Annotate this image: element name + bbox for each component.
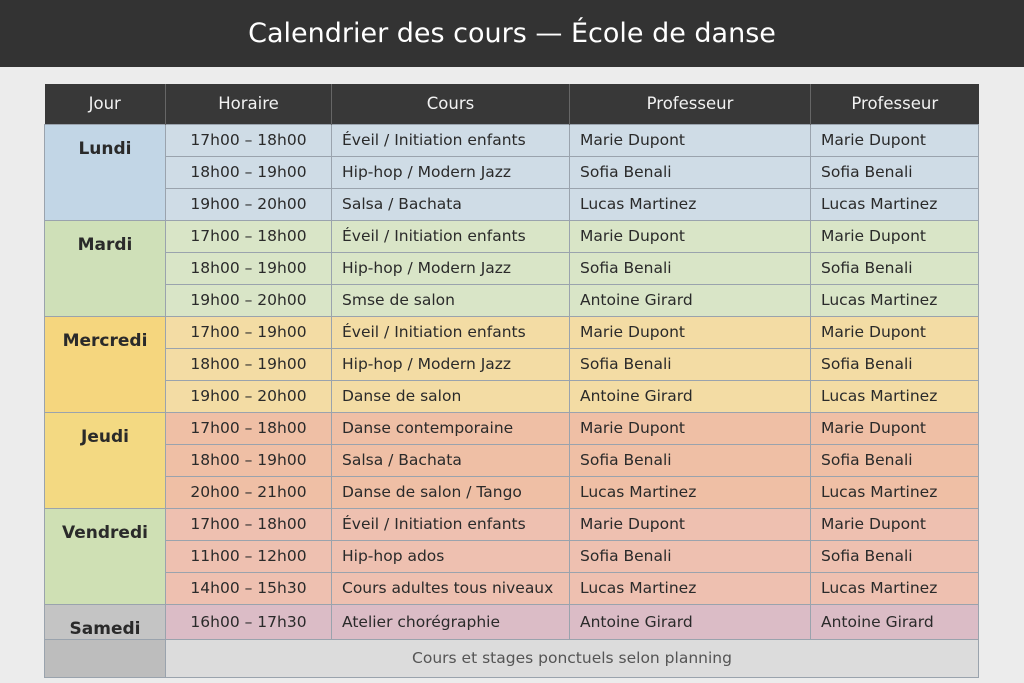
course-cell: Hip-hop / Modern Jazz — [332, 156, 570, 188]
day-cell: Samedi — [45, 604, 166, 639]
teacher-cell: Antoine Girard — [570, 604, 811, 639]
time-cell: 19h00 – 20h00 — [166, 188, 332, 220]
teacher-cell: Sofia Benali — [570, 348, 811, 380]
time-cell: 18h00 – 19h00 — [166, 156, 332, 188]
teacher-cell-2: Marie Dupont — [811, 220, 979, 252]
teacher-cell-2: Sofia Benali — [811, 444, 979, 476]
teacher-cell: Sofia Benali — [570, 540, 811, 572]
course-cell: Danse de salon / Tango — [332, 476, 570, 508]
col-header-horaire: Horaire — [166, 84, 332, 124]
time-cell: 18h00 – 19h00 — [166, 252, 332, 284]
time-cell: 20h00 – 21h00 — [166, 476, 332, 508]
footer-note: Cours et stages ponctuels selon planning — [166, 639, 979, 677]
table-row — [45, 156, 979, 188]
teacher-cell: Antoine Girard — [570, 380, 811, 412]
teacher-cell-2: Marie Dupont — [811, 508, 979, 540]
header-row — [45, 84, 979, 124]
schedule-sheet — [44, 84, 978, 678]
table-row — [45, 412, 979, 444]
teacher-cell: Marie Dupont — [570, 508, 811, 540]
teacher-cell: Lucas Martinez — [570, 476, 811, 508]
teacher-cell-2: Lucas Martinez — [811, 380, 979, 412]
course-cell: Atelier chorégraphie — [332, 604, 570, 639]
teacher-cell-2: Lucas Martinez — [811, 476, 979, 508]
teacher-cell: Marie Dupont — [570, 124, 811, 156]
teacher-cell-2: Marie Dupont — [811, 316, 979, 348]
day-cell: Vendredi — [45, 508, 166, 604]
teacher-cell-2: Lucas Martinez — [811, 284, 979, 316]
teacher-cell-2: Sofia Benali — [811, 252, 979, 284]
teacher-cell-2: Sofia Benali — [811, 348, 979, 380]
table-row — [45, 316, 979, 348]
time-cell: 19h00 – 20h00 — [166, 284, 332, 316]
teacher-cell-2: Lucas Martinez — [811, 572, 979, 604]
day-cell: Jeudi — [45, 412, 166, 508]
table-row — [45, 508, 979, 540]
col-header-professeur: Professeur — [570, 84, 811, 124]
time-cell: 17h00 – 18h00 — [166, 508, 332, 540]
course-cell: Danse de salon — [332, 380, 570, 412]
table-row — [45, 444, 979, 476]
teacher-cell-2: Marie Dupont — [811, 124, 979, 156]
table-row — [45, 220, 979, 252]
teacher-cell-2: Antoine Girard — [811, 604, 979, 639]
table-row — [45, 188, 979, 220]
teacher-cell: Marie Dupont — [570, 316, 811, 348]
table-row — [45, 540, 979, 572]
time-cell: 17h00 – 19h00 — [166, 316, 332, 348]
table-row — [45, 476, 979, 508]
teacher-cell-2: Sofia Benali — [811, 156, 979, 188]
day-cell: Mercredi — [45, 316, 166, 412]
table-row — [45, 284, 979, 316]
day-cell: Mardi — [45, 220, 166, 316]
teacher-cell: Marie Dupont — [570, 220, 811, 252]
teacher-cell: Marie Dupont — [570, 412, 811, 444]
time-cell: 17h00 – 18h00 — [166, 124, 332, 156]
col-header-professeur-2: Professeur — [811, 84, 979, 124]
teacher-cell: Lucas Martinez — [570, 188, 811, 220]
time-cell: 18h00 – 19h00 — [166, 348, 332, 380]
course-cell: Éveil / Initiation enfants — [332, 316, 570, 348]
time-cell: 17h00 – 18h00 — [166, 412, 332, 444]
day-cell: Lundi — [45, 124, 166, 220]
schedule-table — [44, 84, 979, 678]
teacher-cell: Lucas Martinez — [570, 572, 811, 604]
course-cell: Éveil / Initiation enfants — [332, 220, 570, 252]
teacher-cell-2: Marie Dupont — [811, 412, 979, 444]
table-row — [45, 604, 979, 639]
course-cell: Hip-hop ados — [332, 540, 570, 572]
teacher-cell: Sofia Benali — [570, 444, 811, 476]
page-title: Calendrier des cours — École de danse — [0, 0, 1024, 67]
teacher-cell: Sofia Benali — [570, 156, 811, 188]
time-cell: 16h00 – 17h30 — [166, 604, 332, 639]
table-row — [45, 252, 979, 284]
time-cell: 17h00 – 18h00 — [166, 220, 332, 252]
time-cell: 14h00 – 15h30 — [166, 572, 332, 604]
time-cell: 19h00 – 20h00 — [166, 380, 332, 412]
table-row — [45, 572, 979, 604]
col-header-cours: Cours — [332, 84, 570, 124]
course-cell: Hip-hop / Modern Jazz — [332, 348, 570, 380]
course-cell: Danse contemporaine — [332, 412, 570, 444]
teacher-cell: Antoine Girard — [570, 284, 811, 316]
table-row — [45, 124, 979, 156]
table-row — [45, 348, 979, 380]
course-cell: Salsa / Bachata — [332, 188, 570, 220]
teacher-cell: Sofia Benali — [570, 252, 811, 284]
course-cell: Cours adultes tous niveaux — [332, 572, 570, 604]
col-header-jour: Jour — [45, 84, 166, 124]
course-cell: Hip-hop / Modern Jazz — [332, 252, 570, 284]
table-row — [45, 380, 979, 412]
teacher-cell-2: Sofia Benali — [811, 540, 979, 572]
footer-empty-cell — [45, 639, 166, 677]
teacher-cell-2: Lucas Martinez — [811, 188, 979, 220]
time-cell: 11h00 – 12h00 — [166, 540, 332, 572]
course-cell: Éveil / Initiation enfants — [332, 124, 570, 156]
course-cell: Salsa / Bachata — [332, 444, 570, 476]
footer-row — [45, 639, 979, 677]
course-cell: Smse de salon — [332, 284, 570, 316]
schedule-body — [45, 124, 979, 639]
course-cell: Éveil / Initiation enfants — [332, 508, 570, 540]
time-cell: 18h00 – 19h00 — [166, 444, 332, 476]
